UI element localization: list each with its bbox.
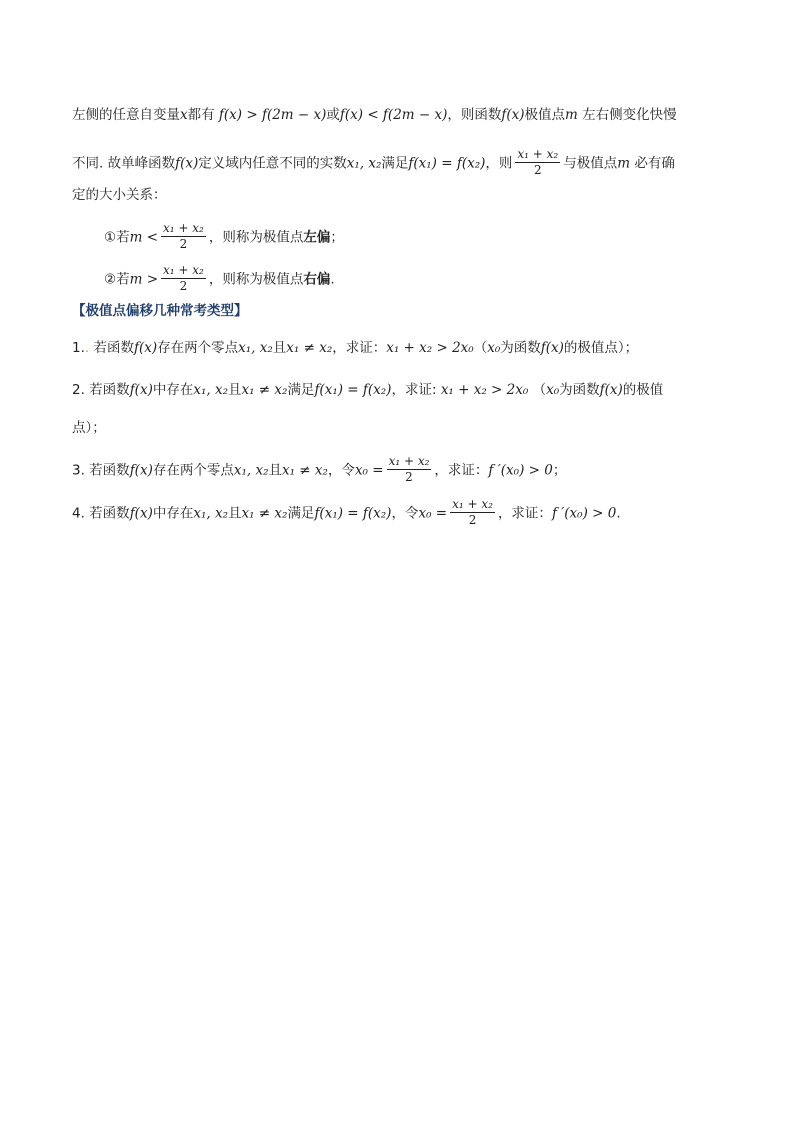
math-fx: f(x) <box>129 505 153 522</box>
fraction <box>450 497 495 528</box>
text: 不同. 故单峰函数 <box>72 155 176 172</box>
math-x0-def: x₀ = <box>354 462 384 479</box>
fraction <box>161 221 206 252</box>
text: 的极值 <box>622 382 664 398</box>
fraction-denominator: 2 <box>179 279 188 293</box>
text: 且 <box>272 340 287 356</box>
term-left-skew: 左偏 <box>303 229 331 246</box>
text: ，则 <box>485 155 513 172</box>
math-inequality: f(x) < f(2m − x) <box>339 107 448 123</box>
text: 点）； <box>72 420 106 436</box>
text: ，则称为极值点 <box>208 271 304 288</box>
fraction <box>515 147 560 178</box>
text: 存在两个零点 <box>152 462 234 479</box>
text: （ <box>473 340 488 356</box>
math-fx: f(x) <box>129 462 153 479</box>
text: 若函数 <box>89 340 134 356</box>
math-derivative: f ′(x₀) > 0 <box>488 462 553 479</box>
item-1 <box>72 338 638 358</box>
math-fx: f(x) <box>599 382 623 398</box>
item-number: 4. <box>72 505 85 522</box>
fraction <box>387 454 432 485</box>
fraction-numerator: x₁ + x₂ <box>163 263 204 277</box>
item-2-continuation <box>72 418 106 438</box>
text: 且 <box>268 462 282 479</box>
paragraph-line-3 <box>72 185 167 205</box>
section-title-text: 【极值点偏移几种常考类型】 <box>72 303 248 319</box>
math-fx: f(x) <box>501 107 525 123</box>
math-vars: x₁, x₂ <box>233 462 269 479</box>
math-vars: x₁, x₂ <box>193 505 228 522</box>
math-x: x <box>180 107 188 123</box>
text: 必有确 <box>634 155 675 172</box>
math-inequality: f(x) > f(2m − x) <box>218 107 327 123</box>
text: 左右侧变化快慢 <box>582 107 677 123</box>
math-x0: x₀ <box>487 340 501 356</box>
text: 为函数 <box>500 340 541 356</box>
fraction-denominator: 2 <box>405 470 413 484</box>
math-m: m <box>565 107 578 123</box>
text: 若函数 <box>84 462 130 479</box>
fraction-numerator: x₁ + x₂ <box>388 454 430 468</box>
math-fx: f(x) <box>133 340 158 356</box>
section-title <box>72 301 248 321</box>
text: ，则称为极值点 <box>208 229 304 246</box>
math-equation: f(x₁) = f(x₂) <box>314 505 392 522</box>
text: ，则函数 <box>447 107 502 123</box>
text: ，求证： <box>434 462 489 479</box>
fraction-numerator: x₁ + x₂ <box>517 147 559 161</box>
text: 且 <box>227 505 242 522</box>
text: 极值点 <box>524 107 566 123</box>
math-m: m <box>617 155 631 172</box>
text: 或 <box>326 107 340 123</box>
math-inequality: m > <box>129 271 159 288</box>
text: ，令 <box>391 505 419 522</box>
math-vars: x₁, x₂ <box>193 382 228 398</box>
item-number: 3. <box>72 462 85 479</box>
text: . <box>330 271 335 288</box>
text: 满足 <box>381 155 409 172</box>
math-derivative: f ′(x₀) > 0 <box>551 505 617 522</box>
text: 且 <box>227 382 242 398</box>
math-neq: x₁ ≠ x₂ <box>281 462 328 479</box>
text: 存在两个零点 <box>157 340 239 356</box>
text: 的极值点）； <box>563 340 639 356</box>
text: 若函数 <box>84 382 130 398</box>
fraction-denominator: 2 <box>179 237 188 251</box>
math-neq: x₁ ≠ x₂ <box>241 382 288 398</box>
item-number: 2. <box>72 382 85 398</box>
text: . <box>616 505 621 522</box>
fraction-numerator: x₁ + x₂ <box>163 221 204 235</box>
math-fx: f(x) <box>175 155 199 172</box>
item-3 <box>72 455 566 486</box>
text: 定的大小关系： <box>72 187 167 203</box>
text: （ <box>532 382 547 398</box>
math-equation: f(x₁) = f(x₂) <box>314 382 392 398</box>
text: 为函数 <box>559 382 600 398</box>
math-x0-def: x₀ = <box>418 505 448 522</box>
text: ，求证： <box>497 505 552 522</box>
math-vars: x₁, x₂ <box>238 340 273 356</box>
math-inequality: x₁ + x₂ > 2x₀ <box>386 340 474 356</box>
text: 与极值点 <box>563 155 618 172</box>
case-marker: ①若 <box>104 229 130 246</box>
math-fx: f(x) <box>129 382 153 398</box>
text: ； <box>552 462 567 479</box>
paragraph-line-1 <box>72 105 677 125</box>
math-fx: f(x) <box>540 340 564 356</box>
math-x0: x₀ <box>546 382 560 398</box>
text: ，令 <box>327 462 355 479</box>
case-right-skew <box>104 264 335 295</box>
edit-mark: . <box>84 340 90 356</box>
math-equation: f(x₁) = f(x₂) <box>408 155 486 172</box>
case-marker: ②若 <box>104 271 130 288</box>
text: 中存在 <box>152 382 194 398</box>
text: 满足 <box>287 505 315 522</box>
text: 中存在 <box>152 505 194 522</box>
paragraph-line-2 <box>72 148 675 179</box>
math-inequality: m < <box>129 229 159 246</box>
text: ； <box>330 229 344 246</box>
math-neq: x₁ ≠ x₂ <box>286 340 333 356</box>
fraction-denominator: 2 <box>534 163 542 177</box>
math-inequality: x₁ + x₂ > 2x₀ <box>440 382 529 398</box>
text: 满足 <box>287 382 315 398</box>
case-left-skew <box>104 222 344 253</box>
math-neq: x₁ ≠ x₂ <box>241 505 288 522</box>
fraction-numerator: x₁ + x₂ <box>452 497 493 511</box>
text: 都有 <box>187 107 215 123</box>
text: 定义域内任意不同的实数 <box>198 155 347 172</box>
text: 左侧的任意自变量 <box>72 107 180 123</box>
term-right-skew: 右偏 <box>303 271 331 288</box>
fraction <box>161 263 206 294</box>
item-2 <box>72 380 663 400</box>
fraction-denominator: 2 <box>468 513 477 527</box>
text: 若函数 <box>84 505 130 522</box>
math-vars: x₁, x₂ <box>346 155 382 172</box>
item-number: 1. <box>72 340 85 356</box>
text: ，求证: <box>391 382 437 398</box>
text: ，求证： <box>332 340 387 356</box>
item-4 <box>72 498 621 529</box>
